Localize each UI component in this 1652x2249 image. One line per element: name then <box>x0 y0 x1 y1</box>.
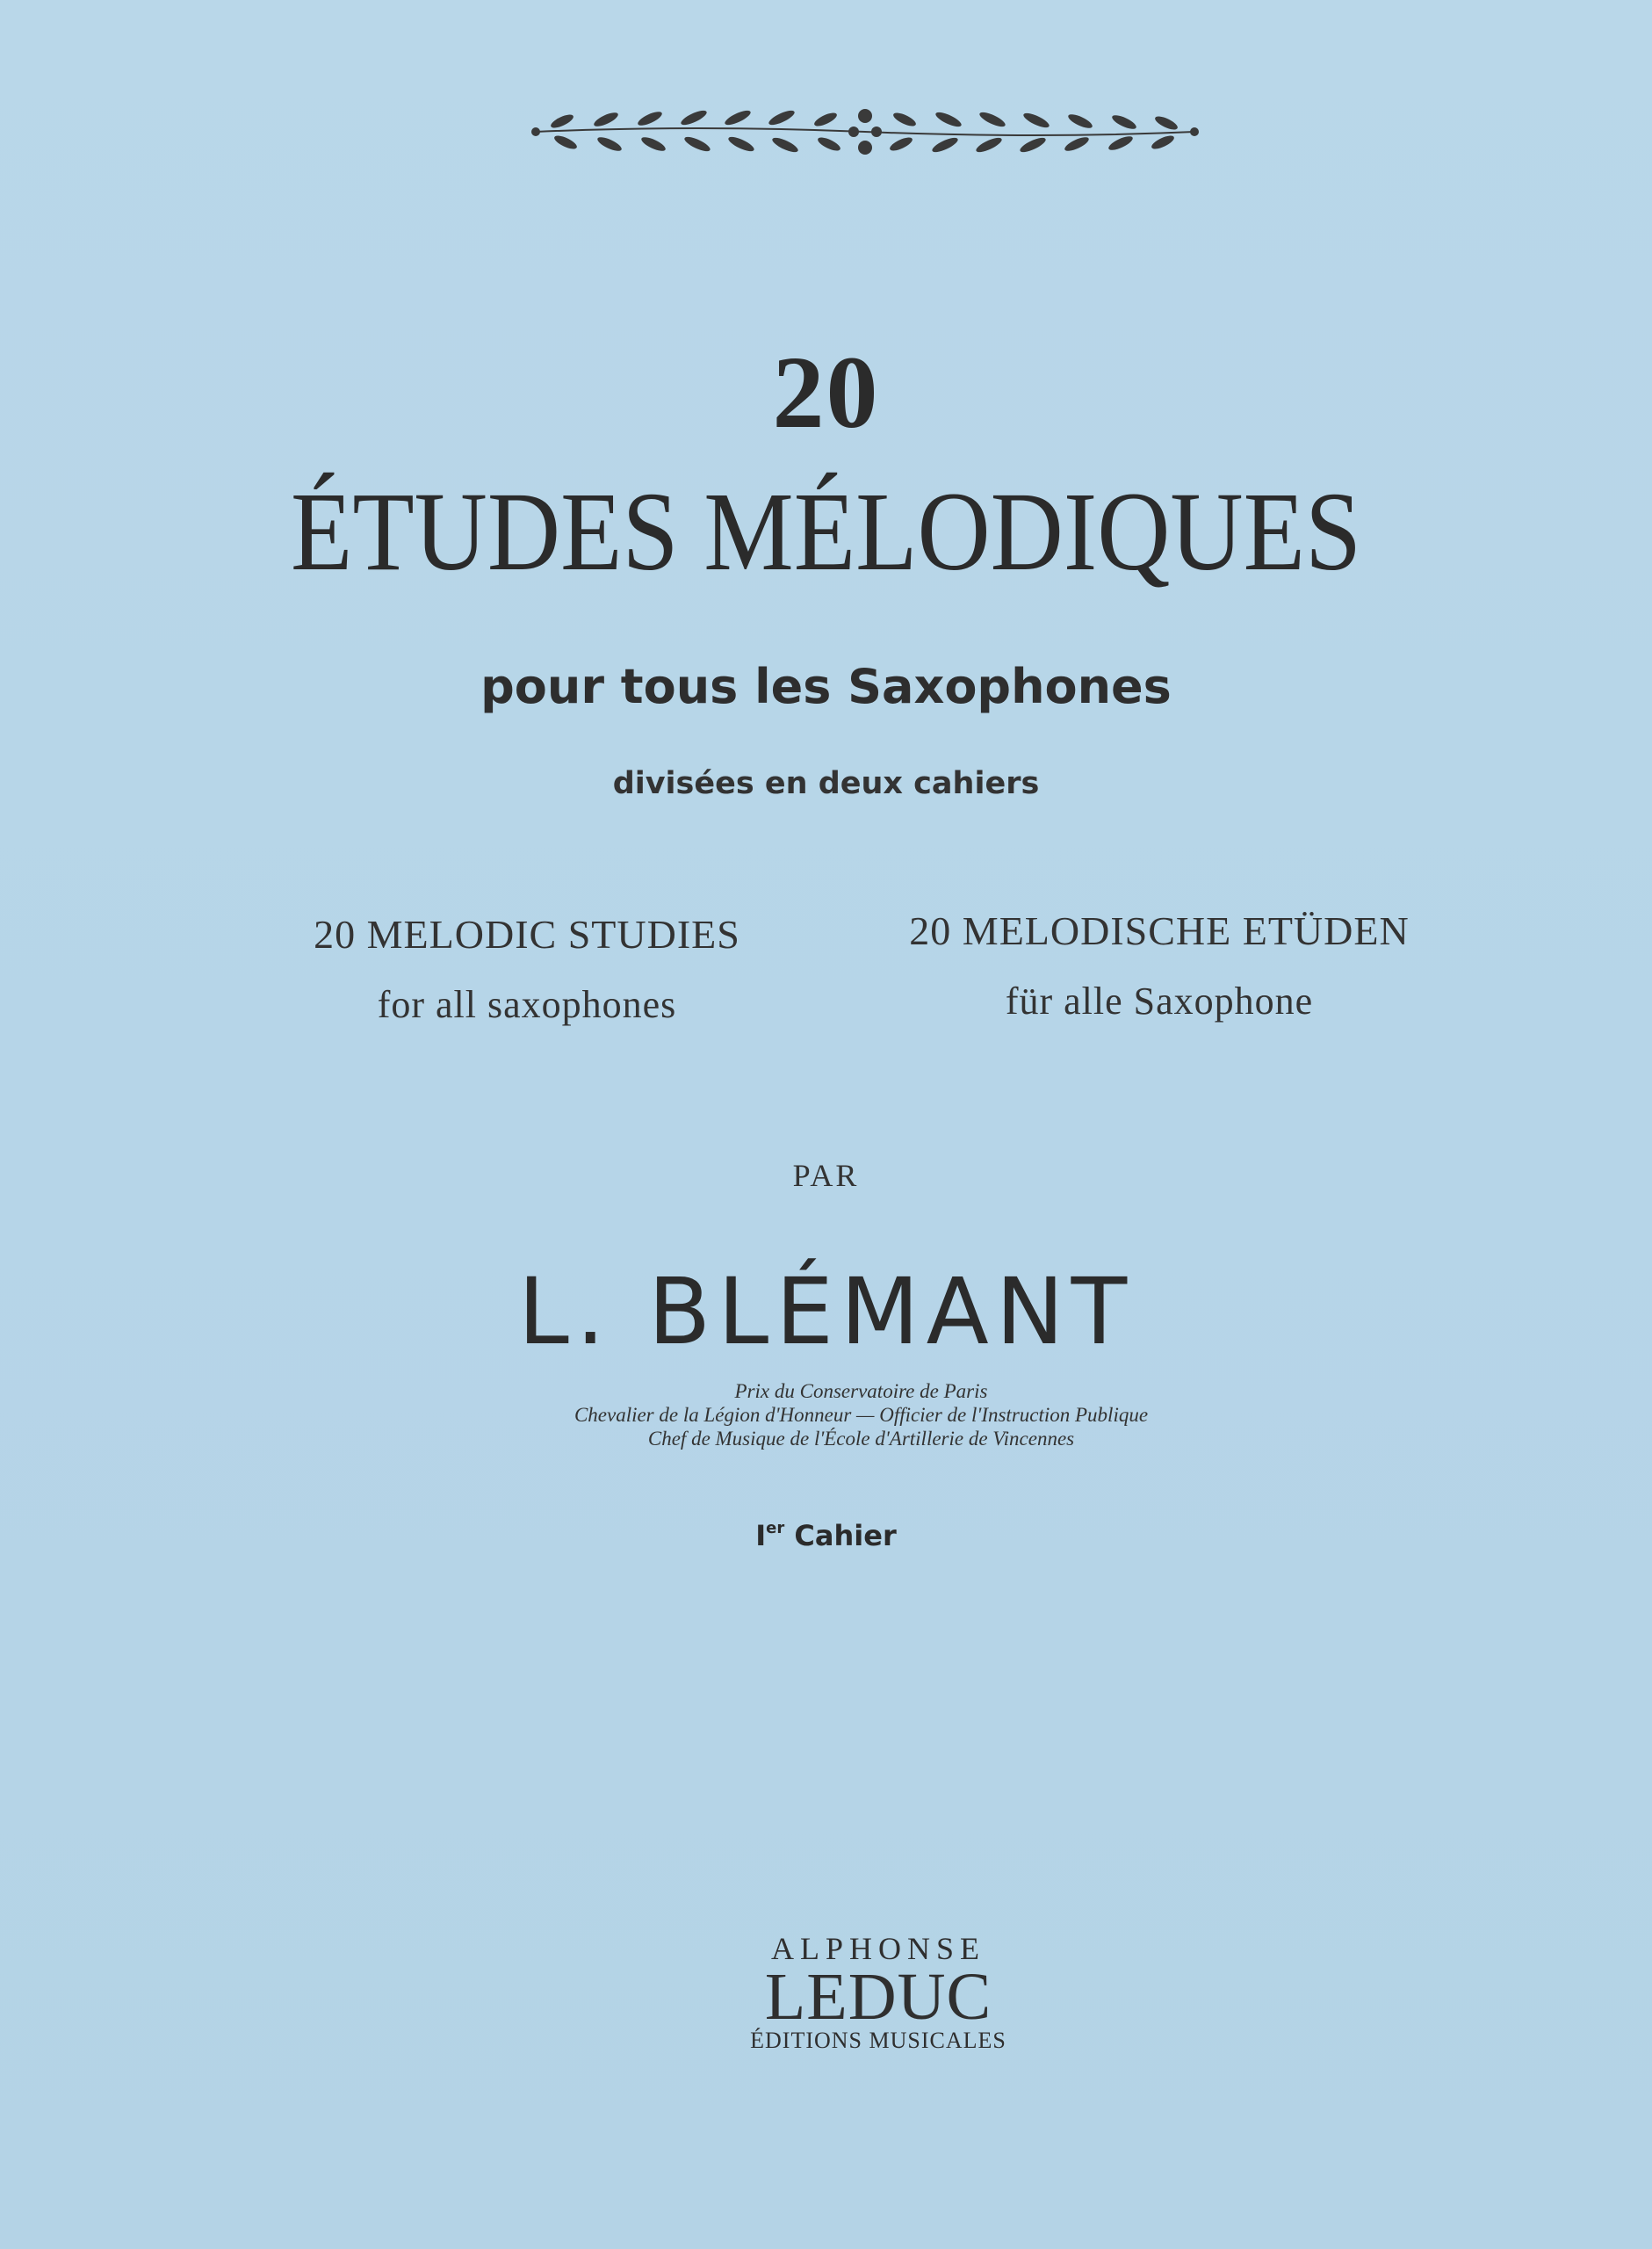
german-title-block <box>861 907 1458 1026</box>
author-credit-line: Prix du Conservatoire de Paris <box>734 1380 988 1402</box>
publisher-line-1: ALPHONSE <box>770 1931 985 1966</box>
floral-garland-ornament <box>527 98 1203 160</box>
english-subtitle: for all saxophones <box>377 983 677 1026</box>
author-credits <box>0 1379 1652 1450</box>
author-credit-line: Chef de Musique de l'École d'Artillerie de Vincennes <box>647 1428 1075 1450</box>
german-title: 20 MELODISCHE ETÜDEN <box>909 908 1410 953</box>
page-title: ÉTUDES MÉLODIQUES <box>290 469 1362 594</box>
volume-word: Cahier <box>784 1519 897 1552</box>
by-label: PAR <box>792 1158 860 1193</box>
german-subtitle: für alle Saxophone <box>1005 980 1314 1023</box>
english-title-block <box>228 910 826 1030</box>
publisher-line-3: ÉDITIONS MUSICALES <box>750 2028 1006 2053</box>
subtitle <box>0 661 1652 713</box>
english-title: 20 MELODIC STUDIES <box>314 912 740 957</box>
publisher-logo <box>703 1931 1054 2054</box>
publisher-line-2: LEDUC <box>764 1960 992 2034</box>
volume-label <box>0 1518 1652 1553</box>
author-credit-line: Chevalier de la Légion d'Honneur — Officier de l'Instruction Publique <box>574 1404 1149 1426</box>
title-number: 20 <box>772 335 880 450</box>
author-name: L. BLÉMANT <box>517 1258 1135 1365</box>
volume-division-note: divisées en deux cahiers <box>612 766 1040 801</box>
subtitle-instrument: Saxophones <box>848 659 1172 714</box>
volume-number: I <box>755 1519 767 1552</box>
volume-ordinal: er <box>766 1519 785 1537</box>
subtitle-prefix: pour tous les <box>480 659 848 714</box>
